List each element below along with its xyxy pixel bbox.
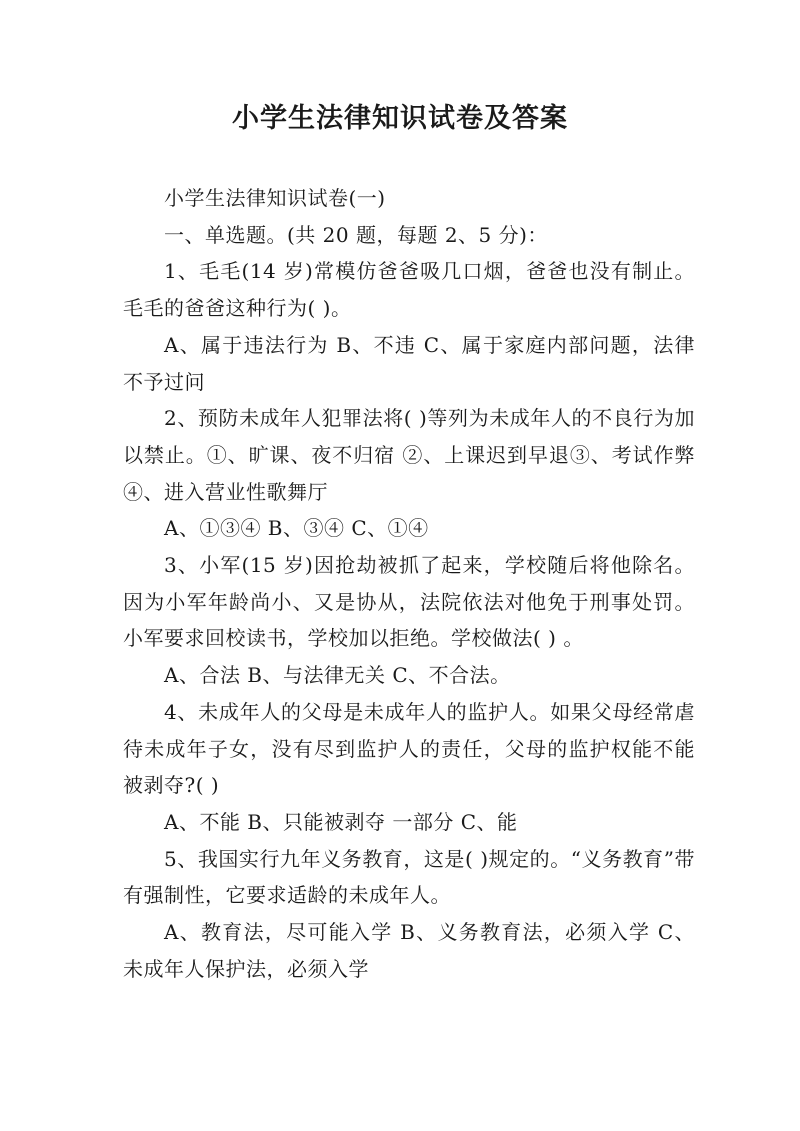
question-5: 5、我国实行九年义务教育，这是( )规定的。“义务教育”带有强制性，它要求适龄的未成年人。 (123, 846, 695, 908)
question-3-options: A、合法 B、与法律无关 C、不合法。 (164, 663, 511, 688)
question-4-options: A、不能 B、只能被剥夺 一部分 C、能 (164, 809, 518, 834)
question-5-options: A、教育法，尽可能入学 B、义务教育法，必须入学 C、未成年人保护法，必须入学 (123, 920, 695, 981)
document-title: 小学生法律知识试卷及答案 (232, 103, 568, 134)
question-2-options: A、①③④ B、③④ C、①④ (164, 516, 429, 541)
document-body (123, 180, 695, 987)
question-4: 4、未成年人的父母是未成年人的监护人。如果父母经常虐待未成年子女，没有尽到监护人的责任，父母的监护权能不能被剥夺?( ) (123, 699, 695, 798)
question-3: 3、小军(15 岁)因抢劫被抓了起来，学校随后将他除名。因为小军年龄尚小、又是协从，法院依法对他免于刑事处罚。小军要求回校读书，学校加以拒绝。学校做法( ) 。 (123, 553, 695, 651)
question-1: 1、毛毛(14 岁)常模仿爸爸吸几口烟，爸爸也没有制止。毛毛的爸爸这种行为( )。 (123, 259, 695, 321)
question-2: 2、预防未成年人犯罪法将( )等列为未成年人的不良行为加以禁止。①、旷课、夜不归宿 ②、上课迟到早退③、考试作弊④、进入营业性歌舞厅 (123, 406, 695, 504)
question-1-options: A、属于违法行为 B、不违 C、属于家庭内部问题，法律不予过问 (123, 332, 695, 394)
question-type-heading: 一、单选题。(共 20 题，每题 2、5 分)： (164, 222, 548, 247)
section-heading: 小学生法律知识试卷(一) (164, 186, 386, 210)
